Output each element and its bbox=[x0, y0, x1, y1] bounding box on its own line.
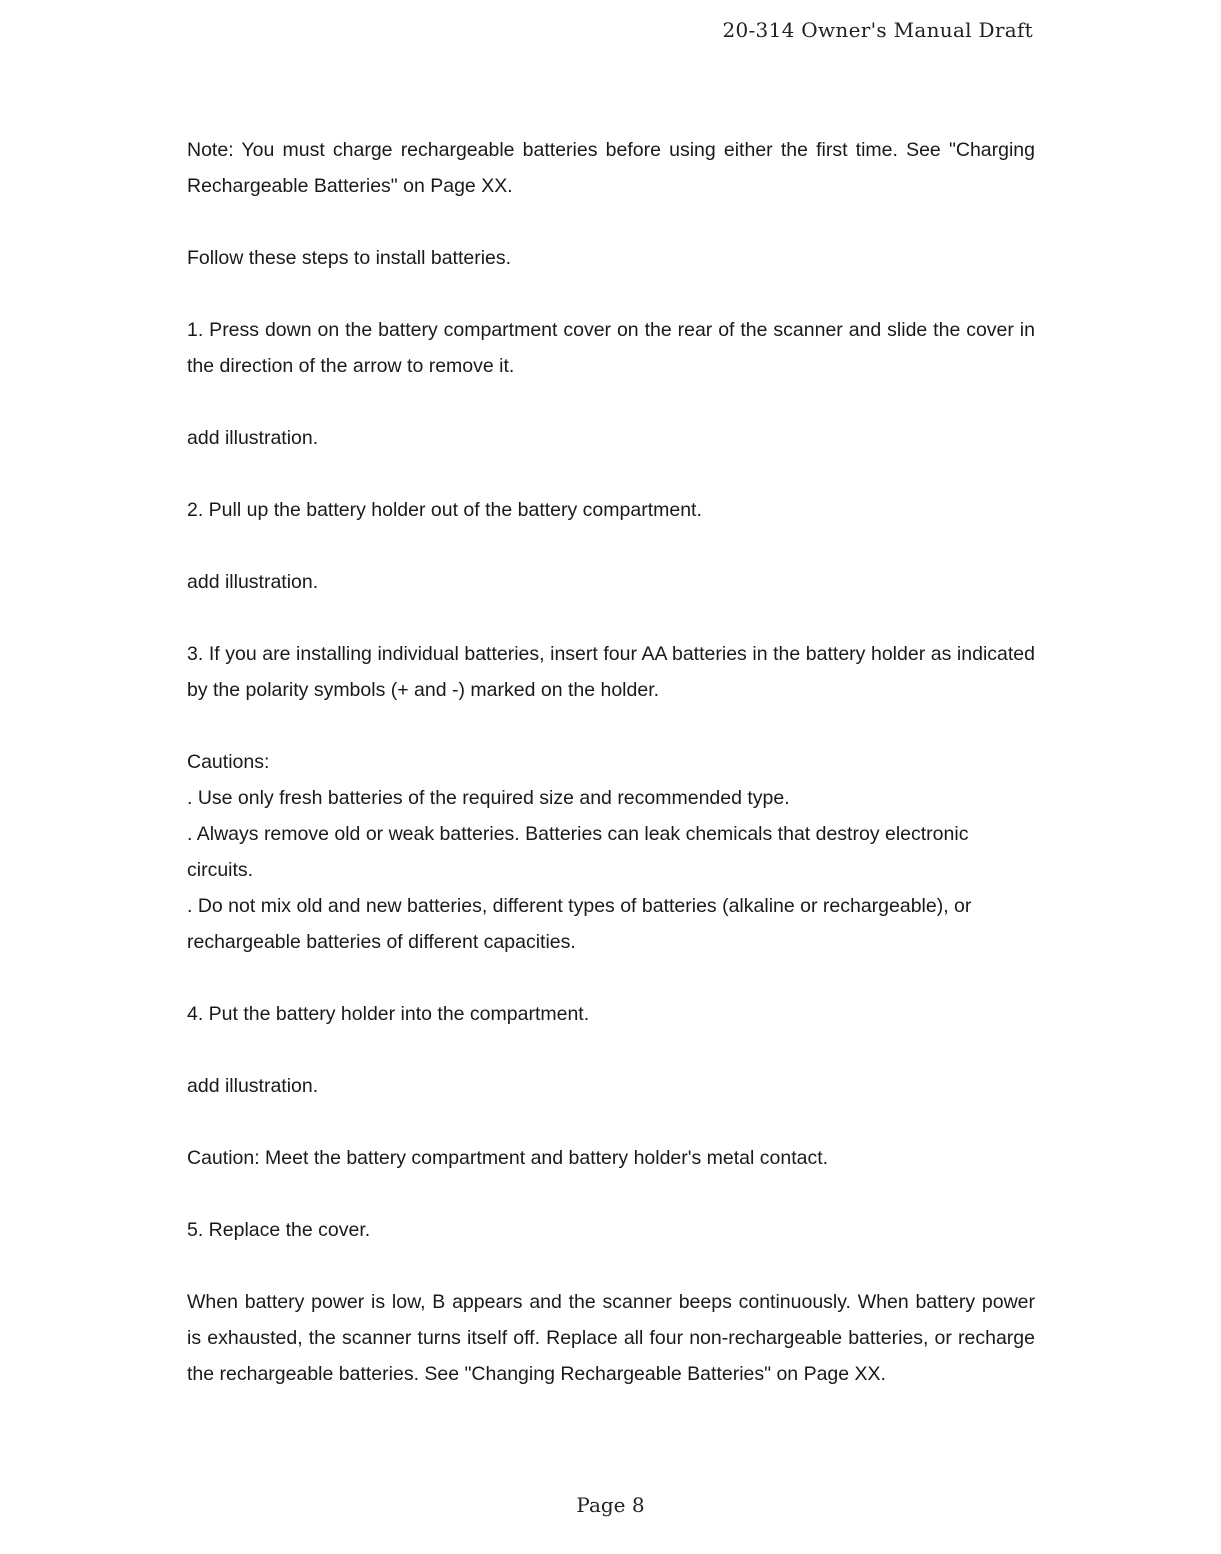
caution-item: . Use only fresh batteries of the required size and recommended type. bbox=[187, 787, 790, 809]
step-3: 3. If you are installing individual batteries, insert four AA batteries in the battery holder as indicated by the polarity symbols (+ and -) marked on the holder. bbox=[187, 643, 1035, 701]
cautions-block bbox=[187, 744, 1035, 960]
caution-item: . Do not mix old and new batteries, different types of batteries (alkaline or rechargeable), or rechargeable batteries of different capacities. bbox=[187, 895, 972, 953]
illustration-placeholder-1: add illustration. bbox=[187, 427, 319, 449]
document-body bbox=[187, 132, 1035, 1428]
page-number: Page 8 bbox=[576, 1493, 645, 1517]
document-header-title: 20-314 Owner's Manual Draft bbox=[722, 18, 1033, 42]
step-2: 2. Pull up the battery holder out of the battery compartment. bbox=[187, 499, 702, 521]
note-paragraph: Note: You must charge rechargeable batteries before using either the first time. See "Charging Rechargeable Batteries" on Page XX. bbox=[187, 139, 1035, 197]
cautions-heading: Cautions: bbox=[187, 751, 270, 773]
step-4: 4. Put the battery holder into the compartment. bbox=[187, 1003, 590, 1025]
step-1: 1. Press down on the battery compartment cover on the rear of the scanner and slide the cover in the direction of the arrow to remove it. bbox=[187, 319, 1035, 377]
intro-paragraph: Follow these steps to install batteries. bbox=[187, 247, 512, 269]
caution-item: . Always remove old or weak batteries. Batteries can leak chemicals that destroy electronic circuits. bbox=[187, 823, 969, 881]
step-5: 5. Replace the cover. bbox=[187, 1219, 371, 1241]
caution-contact: Caution: Meet the battery compartment and battery holder's metal contact. bbox=[187, 1147, 829, 1169]
low-power-paragraph: When battery power is low, B appears and the scanner beeps continuously. When battery power is exhausted, the scanner turns itself off. Replace all four non-rechargeable batteries, or recharge the rechargeable batteries. See "Changing Rechargeable Batteries" on Page XX. bbox=[187, 1291, 1035, 1385]
illustration-placeholder-2: add illustration. bbox=[187, 571, 319, 593]
illustration-placeholder-3: add illustration. bbox=[187, 1075, 319, 1097]
